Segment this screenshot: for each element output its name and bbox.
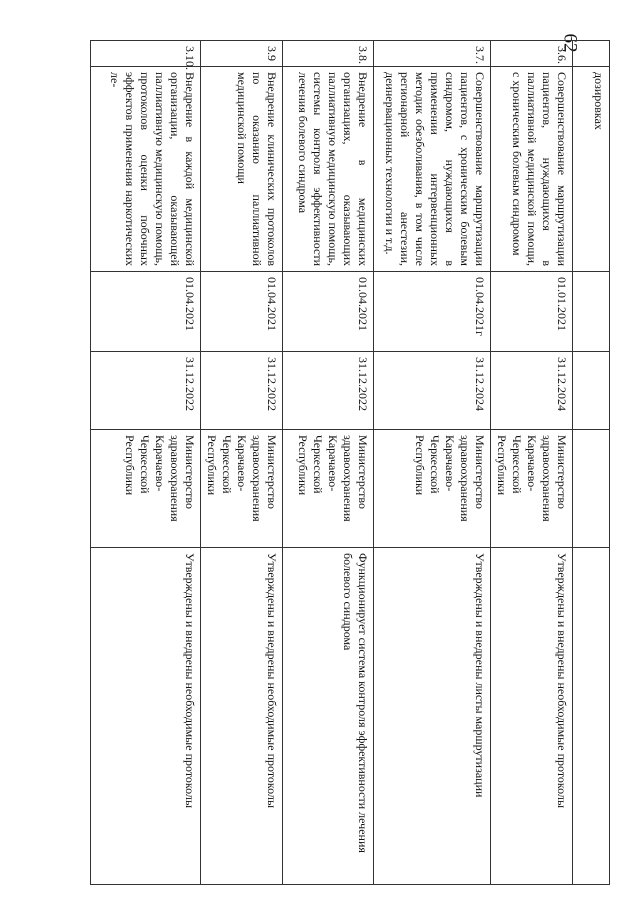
end-date: 31.12.2022 [283, 352, 373, 430]
end-date: 31.12.2022 [201, 352, 283, 430]
measure-name: Совершенствование маршрутизации пациентов, нуждающихся в паллиативной медицинской помощи, с хроническим болевым синдромом [490, 67, 572, 272]
measure-name: Внедрение в медицинских организациях, оказывающих паллиативную медицинскую помощь, системы контроля эффективности лечения болевого синдрома [283, 67, 373, 272]
end-date: 31.12.2024 [490, 352, 572, 430]
measure-name: Совершенствование маршрутизации пациентов, с хроническим болевым синдромом, нуждающихся в применении интервенционных методик обезболивания, в том числе регионарной анестезии, деинервационных технологии и т.д. [373, 67, 490, 272]
table-row [283, 41, 373, 885]
row-number: 3.8. [283, 41, 373, 67]
start-date: 01.04.2021 [91, 272, 201, 352]
responsible: Министерство здравоохранения Карачаево-Черкесской Республики [201, 430, 283, 548]
row-number: 3.10. [91, 41, 201, 67]
measures-table [90, 40, 610, 885]
table-row [201, 41, 283, 885]
result: Утверждены и внедрены необходимые протоколы [490, 548, 572, 885]
measure-name: Внедрение клинических протоколов по оказанию паллиативной медицинской помощи [201, 67, 283, 272]
table-row [91, 41, 201, 885]
table-row [373, 41, 490, 885]
row-number: 3.9 [201, 41, 283, 67]
row-number: 3.6. [490, 41, 572, 67]
start-date: 01.01.2021 [490, 272, 572, 352]
responsible: Министерство здравоохранения Карачаево-Черкесской Республики [373, 430, 490, 548]
end-date: 31.12.2024 [373, 352, 490, 430]
responsible: Министерство здравоохранения Карачаево-Черкесской Республики [91, 430, 201, 548]
cell-num [572, 41, 609, 67]
result: Утверждены и внедрены необходимые протоколы [91, 548, 201, 885]
start-date: 01.04.2021 [283, 272, 373, 352]
rotated-table-area [90, 40, 610, 885]
continuation-text: дозировках [572, 67, 609, 272]
responsible: Министерство здравоохранения Карачаево-Черкесской Республики [283, 430, 373, 548]
table-row [490, 41, 572, 885]
start-date: 01.04.2021г [373, 272, 490, 352]
result: Утверждены и внедрены необходимые протоколы [201, 548, 283, 885]
result: Утверждены и внедрены листы маршрутизации [373, 548, 490, 885]
row-number: 3.7. [373, 41, 490, 67]
responsible: Министерство здравоохранения Карачаево-Черкесской Республики [490, 430, 572, 548]
start-date: 01.04.2021 [201, 272, 283, 352]
continuation-row [572, 41, 609, 885]
measure-name: Внедрение в каждой медицинской организации, оказывающей паллиативную медицинскую помощь, протоколов оценки побочных эффектов применения наркотических ле- [91, 67, 201, 272]
end-date: 31.12.2022 [91, 352, 201, 430]
result: Функционирует система контроля эффективности лечения болевого синдрома [283, 548, 373, 885]
page-number: 62 [559, 33, 581, 53]
